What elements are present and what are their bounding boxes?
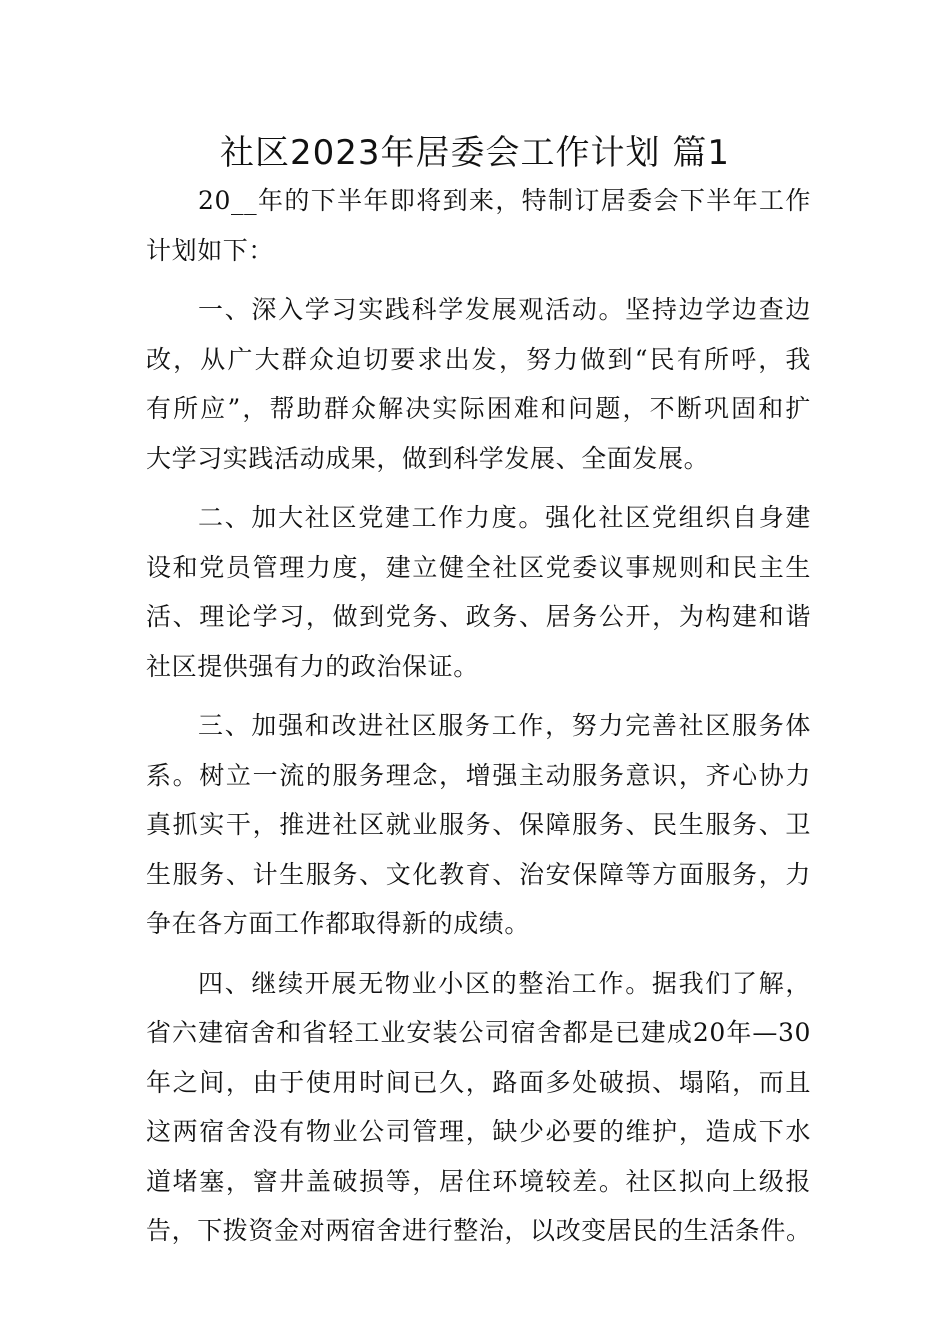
paragraph-item-3: [146, 701, 811, 949]
text-line: 真抓实干，推进社区就业服务、保障服务、民生服务、卫: [146, 810, 811, 839]
text-line: 有所应”，帮助群众解决实际困难和问题，不断巩固和扩: [146, 394, 811, 423]
text-line: 大学习实践活动成果，做到科学发展、全面发展。: [146, 443, 710, 473]
text-line: 活、理论学习，做到党务、政务、居务公开，为构建和谐: [146, 602, 811, 631]
text-line: 社区提供强有力的政治保证。: [146, 651, 479, 681]
text-line: 二、加大社区党建工作力度。强化社区党组织自身建: [198, 503, 811, 532]
text-line: 生服务、计生服务、文化教育、治安保障等方面服务，力: [146, 859, 811, 889]
text-line: 这两宿舍没有物业公司管理，缺少必要的维护，造成下水: [146, 1117, 811, 1146]
text-line: 道堵塞，窨井盖破损等，居住环境较差。社区拟向上级报: [146, 1166, 811, 1196]
text-line: 计划如下：: [146, 235, 275, 265]
paragraph-item-2: [146, 493, 811, 691]
document-body: [146, 176, 811, 1256]
text-line: 系。树立一流的服务理念，增强主动服务意识，齐心协力: [146, 760, 811, 790]
text-line: 省六建宿舍和省轻工业安装公司宿舍都是已建成20年—30: [146, 1018, 811, 1047]
paragraph-item-1: [146, 285, 811, 483]
text-line: 20__年的下半年即将到来，特制订居委会下半年工作: [198, 186, 811, 215]
text-line: 一、深入学习实践科学发展观活动。坚持边学边查边: [198, 295, 811, 324]
text-line: 争在各方面工作都取得新的成绩。: [146, 909, 531, 938]
text-line: 改，从广大群众迫切要求出发，努力做到“民有所呼，我: [146, 344, 811, 374]
paragraph-intro: [146, 176, 811, 275]
text-line: 四、继续开展无物业小区的整治工作。据我们了解，: [198, 968, 811, 998]
text-line: 三、加强和改进社区服务工作，努力完善社区服务体: [198, 711, 811, 740]
document-title: 社区2023年居委会工作计划 篇1: [220, 133, 730, 173]
text-line: 告，下拨资金对两宿舍进行整治，以改变居民的生活条件。: [146, 1216, 812, 1245]
text-line: 设和党员管理力度，建立健全社区党委议事规则和民主生: [146, 552, 811, 582]
paragraph-item-4: [146, 959, 811, 1256]
text-line: 年之间，由于使用时间已久，路面多处破损、塌陷，而且: [146, 1067, 811, 1097]
